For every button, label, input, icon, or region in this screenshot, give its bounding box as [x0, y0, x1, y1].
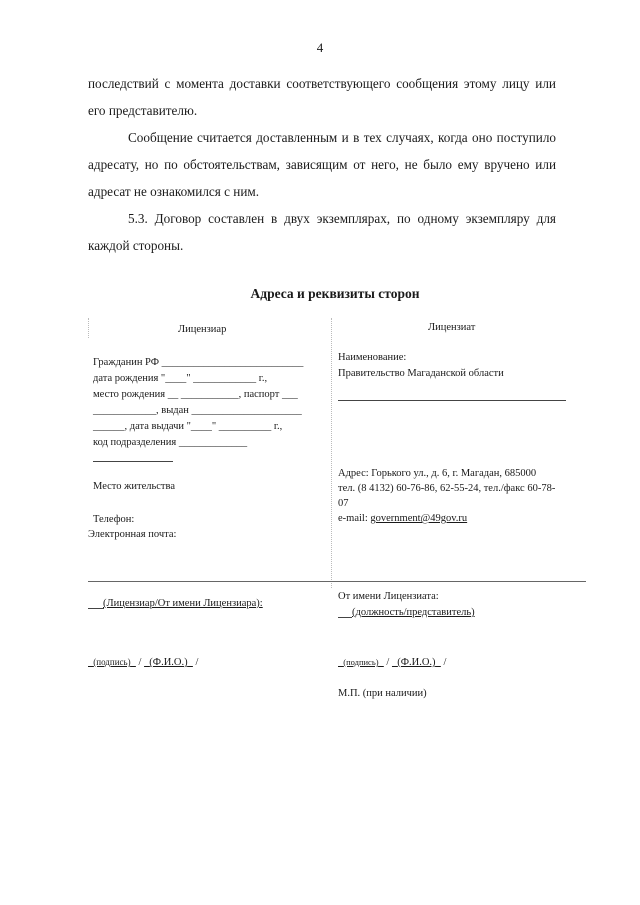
licensee-fio: (Ф.И.О.) — [397, 657, 436, 668]
licensee-email-link[interactable]: government@49gov.ru — [370, 513, 468, 524]
licensor-phone: Телефон: — [93, 514, 135, 525]
licensee-name-line — [338, 400, 566, 401]
section-title: Адреса и реквизиты сторон — [250, 286, 420, 301]
licensor-fio: (Ф.И.О.) — [149, 657, 188, 668]
licensee-email-row — [338, 511, 467, 526]
licensee-signature-row — [338, 655, 446, 670]
licensor-email: Электронная почта: — [88, 529, 177, 540]
licensee-name-label: Наименование: — [338, 352, 407, 363]
licensee-phone-cont: 07 — [338, 498, 349, 509]
licensor-signature-row — [88, 655, 198, 670]
licensor-sign-role: (Лицензиар/От имени Лицензиара): — [103, 598, 263, 609]
licensor-birthplace-line: место рождения __ ___________, паспорт ___ — [93, 389, 298, 400]
licensee-stamp: М.П. (при наличии) — [338, 688, 427, 699]
licensee-position-lead — [338, 617, 352, 618]
licensee-sign-position: (должность/представитель) — [352, 607, 475, 618]
licensor-citizen-line: Гражданин РФ ___________________________ — [93, 357, 304, 368]
licensor-blank-line — [93, 461, 173, 462]
licensor-issue-date-line: ______, дата выдачи "____" __________ г., — [93, 421, 283, 432]
page-number: 4 — [316, 40, 324, 55]
licensor-sign-end: / — [195, 657, 199, 668]
licensor-birthdate-line: дата рождения "____" ____________ г., — [93, 373, 268, 384]
licensee-sign-role: От имени Лицензиата: — [338, 591, 439, 602]
licensee-name-value: Правительство Магаданской области — [338, 368, 504, 379]
licensee-address: Адрес: Горького ул., д. 6, г. Магадан, 685000 — [338, 468, 537, 479]
licensor-sign-role-lead — [88, 608, 104, 609]
licensee-phone: тел. (8 4132) 60-76-86, 62-55-24, тел./факс 60-78- — [338, 483, 556, 494]
licensee-header: Лицензиат — [428, 322, 476, 333]
licensor-header: Лицензиар — [178, 324, 227, 335]
licensor-sign-sep: / — [138, 657, 142, 668]
licensee-email-label: e-mail: — [338, 513, 371, 524]
paragraph-delivery-notice: Сообщение считается доставленным и в тех случаях, когда оно поступило адресату, но по обстоятельствам, зависящим от него, не было ему вручено или адресат не ознакомился с ним. — [88, 130, 556, 199]
licensor-signature: (подпись) — [93, 657, 131, 667]
scan-mark — [88, 318, 89, 338]
licensor-issued-line: ____________, выдан _____________________ — [93, 405, 302, 416]
licensor-residence: Место жительства — [93, 481, 175, 492]
licensor-unit-code-line: код подразделения _____________ — [93, 437, 248, 448]
paragraph-continuation: последствий с момента доставки соответствующего сообщения этому лицу или его представителю. — [88, 76, 556, 118]
licensee-signature: (подпись) — [343, 657, 379, 667]
signature-separator — [88, 581, 586, 582]
licensee-sign-end: / — [443, 657, 447, 668]
column-divider — [331, 318, 332, 588]
licensee-sign-sep: / — [386, 657, 390, 668]
paragraph-5-3: 5.3. Договор составлен в двух экземплярах, по одному экземпляру для каждой стороны. — [88, 211, 556, 253]
